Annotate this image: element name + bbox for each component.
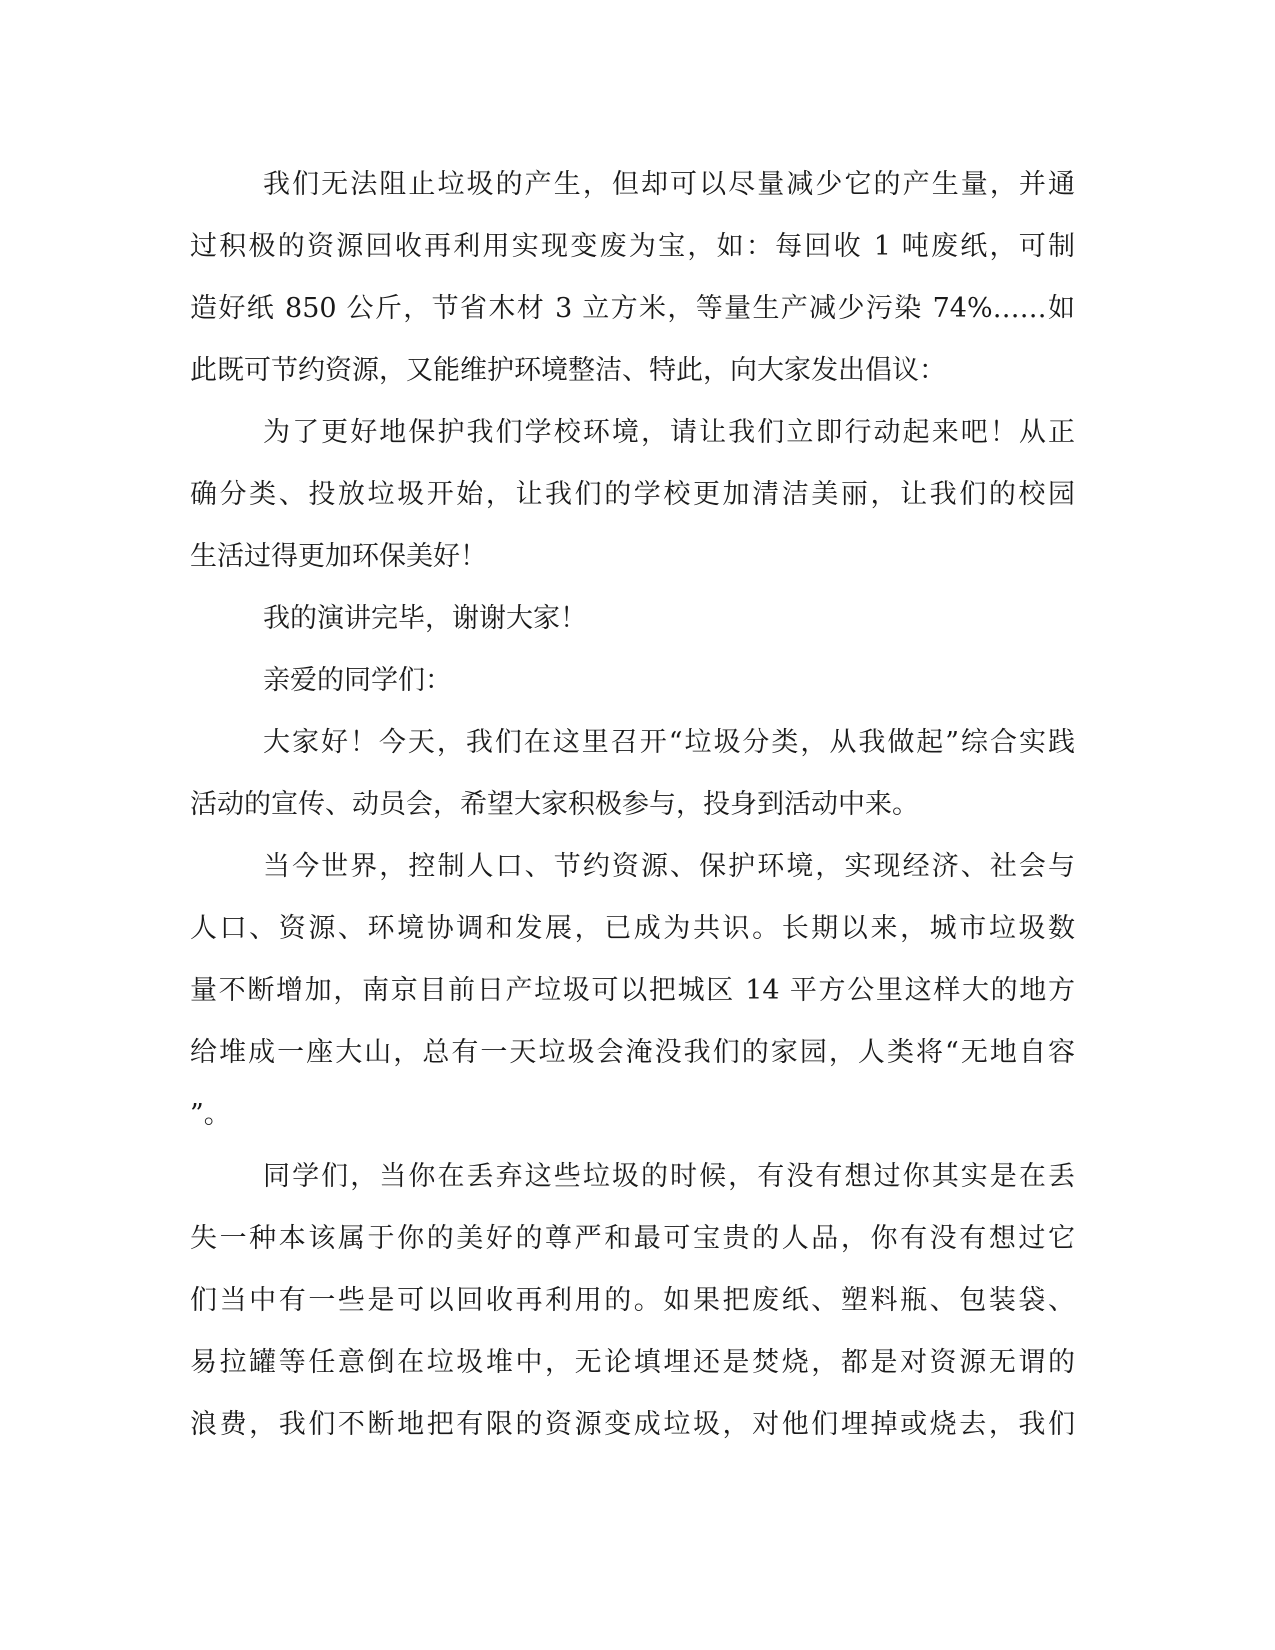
text-line: 生活过得更加环保美好！: [190, 541, 487, 572]
text-line: 我们无法阻止垃圾的产生，但却可以尽量减少它的产生量，并通: [263, 169, 1075, 200]
text-line: 失一种本该属于你的美好的尊严和最可宝贵的人品，你有没有想过它: [190, 1223, 1075, 1254]
text-line: 给堆成一座大山，总有一天垃圾会淹没我们的家园，人类将“无地自容: [190, 1037, 1075, 1068]
text-line: 亲爱的同学们：: [263, 665, 452, 696]
text-line: 过积极的资源回收再利用实现变废为宝，如：每回收 1 吨废纸，可制: [190, 231, 1075, 262]
text-line: 易拉罐等任意倒在垃圾堆中，无论填埋还是焚烧，都是对资源无谓的: [190, 1347, 1075, 1378]
text-line: 确分类、投放垃圾开始，让我们的学校更加清洁美丽，让我们的校园: [190, 479, 1075, 510]
text-line: 们当中有一些是可以回收再利用的。如果把废纸、塑料瓶、包装袋、: [190, 1285, 1075, 1316]
text-line: 量不断增加，南京目前日产垃圾可以把城区 14 平方公里这样大的地方: [190, 975, 1075, 1006]
text-line: 大家好！今天，我们在这里召开“垃圾分类，从我做起”综合实践: [263, 727, 1075, 758]
document-page: [190, 154, 1075, 1456]
text-line: 为了更好地保护我们学校环境，请让我们立即行动起来吧！从正: [263, 417, 1075, 448]
text-line: 人口、资源、环境协调和发展，已成为共识。长期以来，城市垃圾数: [190, 913, 1075, 944]
text-line: ”。: [190, 1099, 231, 1130]
text-line: 活动的宣传、动员会，希望大家积极参与，投身到活动中来。: [190, 789, 919, 820]
text-line: 同学们，当你在丢弃这些垃圾的时候，有没有想过你其实是在丢: [263, 1161, 1075, 1192]
text-line: 当今世界，控制人口、节约资源、保护环境，实现经济、社会与: [263, 851, 1075, 882]
text-line: 此既可节约资源，又能维护环境整洁、特此，向大家发出倡议：: [190, 355, 946, 386]
text-line: 造好纸 850 公斤，节省木材 3 立方米，等量生产减少污染 74%……如: [190, 293, 1075, 324]
text-line: 浪费，我们不断地把有限的资源变成垃圾，对他们埋掉或烧去，我们: [190, 1409, 1075, 1440]
text-line: 我的演讲完毕，谢谢大家！: [263, 603, 587, 634]
